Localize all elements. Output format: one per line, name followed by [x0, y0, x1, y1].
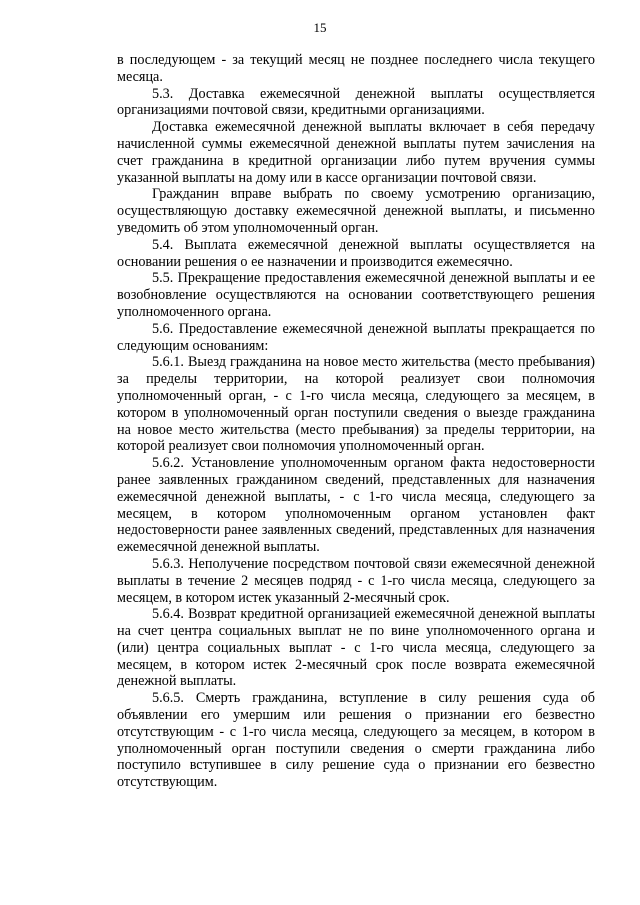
- paragraph-continuation: в последующем - за текущий месяц не позднее последнего числа текущего месяца.: [117, 52, 595, 85]
- paragraph-5-4: 5.4. Выплата ежемесячной денежной выплаты осуществляется на основании решения о ее назначении и производится ежемесячно.: [117, 236, 595, 270]
- paragraph-5-6-5: 5.6.5. Смерть гражданина, вступление в силу решения суда об объявлении его умершим или решения о признании его безвестно отсутствующим - с 1-го числа месяца, следующего за месяцем, в котором в уполномоченный орган поступили сведения о смерти гражданина либо поступило вступившее в силу решение суда о признании его безвестно отсутствующим.: [117, 690, 595, 791]
- paragraph-5-6: 5.6. Предоставление ежемесячной денежной выплаты прекращается по следующим основаниям:: [117, 320, 595, 354]
- paragraph-5-5: 5.5. Прекращение предоставления ежемесячной денежной выплаты и ее возобновление осуществляются на основании соответствующего решения уполномоченного органа.: [117, 270, 595, 320]
- page-number: 15: [313, 20, 327, 35]
- paragraph-citizen-choice: Гражданин вправе выбрать по своему усмотрению организацию, осуществляющую доставку ежемесячной денежной выплаты, и письменно уведомить об этом уполномоченный орган.: [117, 186, 595, 236]
- paragraph-5-6-1: 5.6.1. Выезд гражданина на новое место жительства (место пребывания) за пределы территории, на которой реализует свои полномочия уполномоченный орган, - с 1-го числа месяца, следующего за месяцем, в котором в уполномоченный орган поступили сведения о выезде гражданина на новое место жительства (место пребывания) за пределы территории, на которой реализует свои полномочия уполномоченный орган.: [117, 354, 595, 455]
- paragraph-delivery: Доставка ежемесячной денежной выплаты включает в себя передачу начисленной суммы ежемесячной денежной выплаты путем зачисления на счет гражданина в кредитной организации либо путем вручения суммы указанной выплаты на дому или в кассе организации почтовой связи.: [117, 119, 595, 186]
- paragraph-5-6-2: 5.6.2. Установление уполномоченным органом факта недостоверности ранее заявленных гражданином сведений, представленных для назначения ежемесячной денежной выплаты, - с 1-го числа месяца, следующего за месяцем, в котором уполномоченным органом установлен факт недостоверности ранее заявленных сведений, представленных для назначения ежемесячной денежной выплаты.: [117, 455, 595, 556]
- paragraph-5-6-4: 5.6.4. Возврат кредитной организацией ежемесячной денежной выплаты на счет центра социальных выплат не по вине уполномоченного органа и (или) центра социальных выплат - с 1-го числа месяца, следующего за месяцем, в котором истек 2-месячный срок после возврата ежемесячной денежной выплаты.: [117, 606, 595, 690]
- document-body: [117, 52, 595, 791]
- paragraph-5-3: 5.3. Доставка ежемесячной денежной выплаты осуществляется организациями почтовой связи, кредитными организациями.: [117, 85, 595, 119]
- paragraph-5-6-3: 5.6.3. Неполучение посредством почтовой связи ежемесячной денежной выплаты в течение 2 месяцев подряд - с 1-го числа месяца, следующего за месяцем, в котором истек указанный 2-месячный срок.: [117, 555, 595, 606]
